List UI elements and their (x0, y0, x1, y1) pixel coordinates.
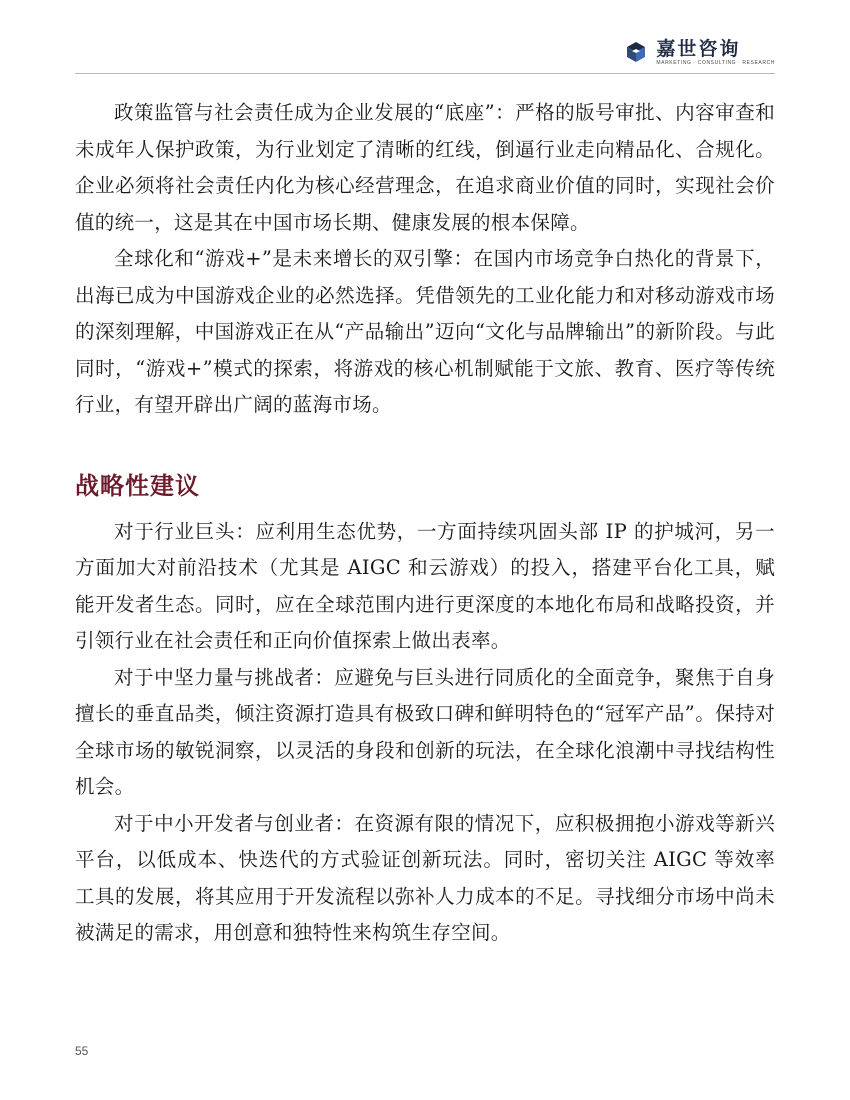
page-header (75, 30, 775, 74)
logo-name: 嘉世咨询 (656, 37, 741, 60)
logo-tagline: MARKETING · CONSULTING · RESEARCH (656, 59, 775, 66)
section-title: 战略性建议 (75, 470, 200, 500)
body-paragraph: 对于行业巨头：应利用生态优势，一方面持续巩固头部 IP 的护城河，另一方面加大对前沿技术（尤其是 AIGC 和云游戏）的投入，搭建平台化工具，赋能开发者生态。同时，应在全球范围内进行更深度的本地化布局和战略投资，并引领行业在社会责任和正向价值探索上做出表率。 (75, 519, 775, 652)
body-paragraph: 对于中小开发者与创业者：在资源有限的情况下，应积极拥抱小游戏等新兴平台，以低成本、快迭代的方式验证创新玩法。同时，密切关注 AIGC 等效率工具的发展，将其应用于开发流程以弥补人力成本的不足。寻找细分市场中尚未被满足的需求，用创意和独特性来构筑生存空间。 (75, 811, 775, 944)
page-content (75, 95, 775, 952)
body-paragraph: 政策监管与社会责任成为企业发展的“底座”：严格的版号审批、内容审查和未成年人保护政策，为行业划定了清晰的红线，倒逼行业走向精品化、合规化。企业必须将社会责任内化为核心经营理念，在追求商业价值的同时，实现社会价值的统一，这是其在中国市场长期、健康发展的根本保障。 (75, 101, 775, 234)
body-paragraph: 对于中坚力量与挑战者：应避免与巨头进行同质化的全面竞争，聚焦于自身擅长的垂直品类，倾注资源打造具有极致口碑和鲜明特色的“冠军产品”。保持对全球市场的敏锐洞察，以灵活的身段和创新的玩法，在全球化浪潮中寻找结构性机会。 (75, 665, 775, 798)
header-divider (75, 73, 775, 74)
cube-logo-icon (624, 40, 648, 64)
body-paragraph: 全球化和“游戏+”是未来增长的双引擎：在国内市场竞争白热化的背景下，出海已成为中国游戏企业的必然选择。凭借领先的工业化能力和对移动游戏市场的深刻理解，中国游戏正在从“产品输出”迈向“文化与品牌输出”的新阶段。与此同时，“游戏+”模式的探索，将游戏的核心机制赋能于文旅、教育、医疗等传统行业，有望开辟出广阔的蓝海市场。 (75, 247, 775, 416)
company-logo (624, 34, 775, 70)
page-number: 55 (75, 1044, 89, 1058)
